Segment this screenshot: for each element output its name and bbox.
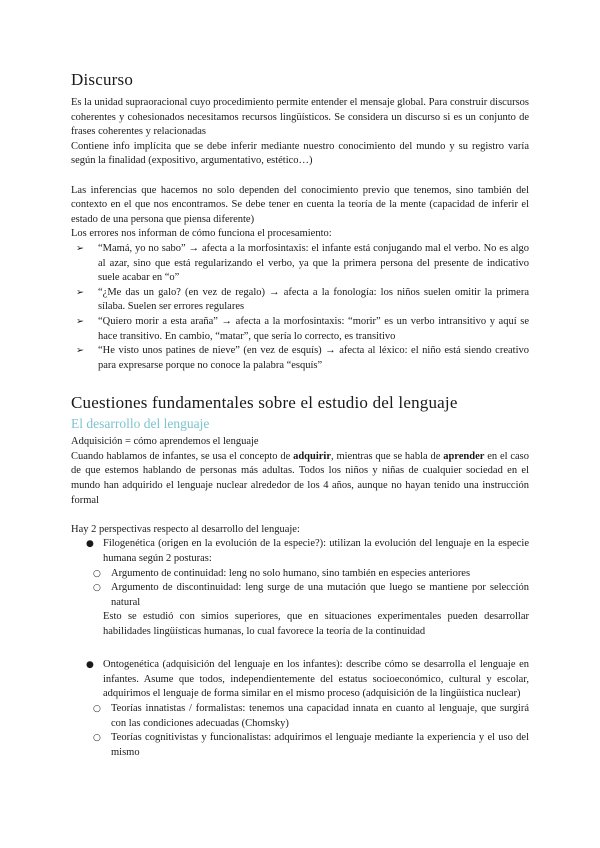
list-item: ➢ “Mamá, yo no sabo” → afecta a la morfosintaxis: el infante está conjugando mal el verbo. No es algo al azar, sino que está regularizando el verbo, ya que la primera persona del presente de indicativo suele acabar en “o”: [76, 242, 529, 284]
paragraph: Es la unidad supraoracional cuyo procedimiento permite entender el mensaje global. Para construir discursos coherentes y cohesionados necesitamos recursos lingüísticos. Se considera un discurso si es un conjunto de frases coherentes y relacionadas: [71, 97, 529, 138]
section-title-cuestiones: Cuestiones fundamentales sobre el estudio del lenguaje: [71, 393, 458, 413]
paragraph: Contiene info implícita que se debe inferir mediante nuestro conocimiento del mundo y su registro varía según la finalidad (expositivo, argumentativo, estético…): [71, 140, 529, 167]
arrow-bullet-icon: ➢: [76, 315, 84, 327]
paragraph: Cuando hablamos de infantes, se usa el concepto de adquirir, mientras que se habla de aprender en el caso de que estemos hablando de personas más adultas. Todos los niños y niñas de cualquier sociedad en el mundo han adquirido el lenguaje nuclear alrededor de los 4 años, aunque no hayan tenido una instrucción formal: [71, 450, 530, 506]
list-item: ➢ “He visto unos patines de nieve” (en vez de esquís) → afecta al léxico: el niño está siendo creativo para expresarse porque no conoce la palabra “esquís”: [76, 345, 529, 371]
section-title-discurso: Discurso: [71, 70, 134, 89]
bold-term: aprender: [443, 450, 485, 462]
paragraph: Adquisición = cómo aprendemos el lenguaje: [71, 436, 259, 448]
list-item: ○ Teorías cognitivistas y funcionalistas: adquirimos el lenguaje mediante la experiencia y el uso del mismo: [93, 732, 529, 758]
arrow-bullet-icon: ➢: [76, 242, 84, 254]
paragraph: Los errores nos informan de cómo funciona el procesamiento:: [71, 228, 332, 240]
sub-list: [71, 702, 529, 760]
sub-list: [71, 567, 529, 611]
list-item: ➢ “¿Me das un galo? (en vez de regalo) → afecta a la fonología: los niños suelen omitir la primera sílaba. Suelen ser errores regulares: [76, 286, 529, 313]
dot-bullet-icon: ●: [86, 539, 94, 550]
circle-bullet-icon: ○: [93, 583, 101, 594]
paragraph: Hay 2 perspectivas respecto al desarrollo del lenguaje:: [71, 523, 300, 535]
circle-bullet-icon: ○: [93, 703, 101, 714]
list-item-filogenetica: ● Filogenética (origen en la evolución de la especie?): utilizan la evolución del lenguaje en la especie humana según 2 posturas: ○ Argumento de continuidad: leng no solo humano, sino también en especies anteriores ○ Argumento de discontinuidad: leng surge de una mutación que luego se mantiene por selección natural Esto se estudió con simios superiores, que en situaciones experimentales pueden desarrollar habilidades lingüísticas humanas, lo cual favorece la teoría de la continuidad: [71, 537, 529, 658]
arrow-bullet-icon: ➢: [76, 286, 84, 298]
paragraph: Esto se estudió con simios superiores, que en situaciones experimentales pueden desarrollar habilidades lingüísticas humanas, lo cual favorece la teoría de la continuidad: [103, 611, 529, 637]
list-item: ➢ “Quiero morir a esta araña” → afecta a la morfosintaxis: “morir” es un verbo intransitivo y aquí se hace transitivo. En cambio, “matar”, que sería lo correcto, es transitivo: [76, 315, 529, 342]
bold-term: adquirir: [293, 450, 332, 462]
arrow-bullet-icon: ➢: [76, 345, 84, 357]
list-item: ○ Teorías innatistas / formalistas: tenemos una capacidad innata en cuanto al lenguaje, que surgirá con las condiciones adecuadas (Chomsky): [93, 702, 529, 729]
list-item: ○ Argumento de discontinuidad: leng surge de una mutación que luego se mantiene por selección natural: [93, 582, 529, 608]
circle-bullet-icon: ○: [93, 568, 101, 579]
list-item-ontogenetica: ● Ontogenética (adquisición del lenguaje en los infantes): describe cómo se desarrolla el lenguaje en infantes. Asume que todos, independientemente del estatus socioeconómico, cultural y escolar, adquirimos el lenguaje de forma similar en el mismo proceso (adquisición de la lingüística nuclear) ○ Teorías innatistas / formalistas: tenemos una capacidad innata en cuanto al lenguaje, que surgirá con las condiciones adecuadas (Chomsky) ○ Teorías cognitivistas y funcionalistas: adquirimos el lenguaje mediante la experiencia y el uso del mismo: [71, 658, 529, 760]
list-item: ○ Argumento de continuidad: leng no solo humano, sino también en especies anteriores: [71, 567, 529, 582]
dot-bullet-icon: ●: [86, 660, 94, 671]
paragraph: Las inferencias que hacemos no solo dependen del conocimiento previo que tenemos, sino también del contexto en el que nos encontramos. Se debe tener en cuenta la teoría de la mente (capacidad de inferir el estado de una persona que piensa diferente): [71, 184, 529, 225]
errors-list: [71, 242, 529, 373]
perspectives-list: [71, 537, 529, 760]
circle-bullet-icon: ○: [93, 733, 101, 744]
subsection-title-desarrollo: El desarrollo del lenguaje: [71, 416, 210, 432]
